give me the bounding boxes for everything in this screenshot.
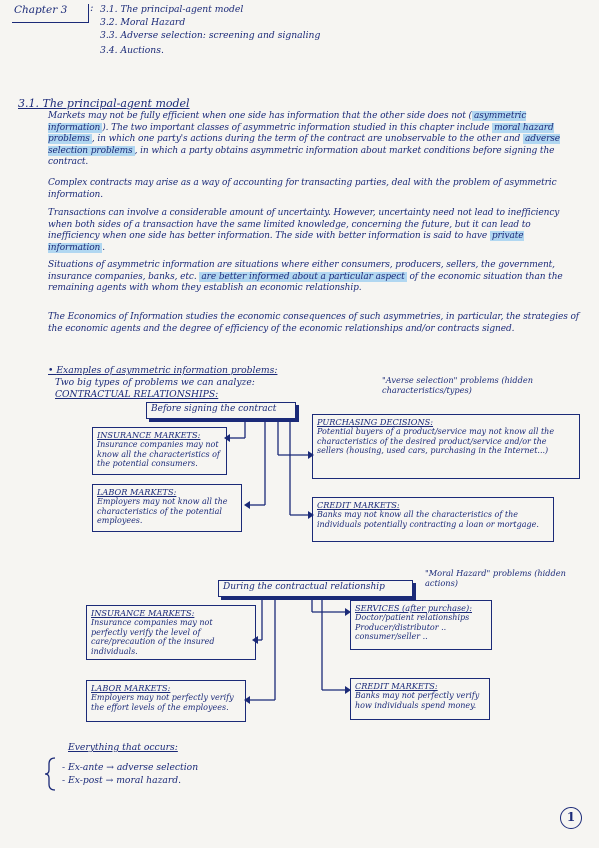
before-credit-title: CREDIT MARKETS: bbox=[317, 500, 400, 510]
examples-title: • Examples of asymmetric information problems: bbox=[48, 365, 278, 376]
p3-period: . bbox=[102, 242, 106, 253]
paragraph-4 bbox=[48, 260, 580, 295]
p3-part-a: Transactions can involve a considerable amount of uncertainty. However, uncertainty need not lead to inefficiency when both sides of a transaction have the same limited knowledge, concerning the future, but it can lead to inefficiency when one side has better information. The side with better information is said to have bbox=[48, 208, 560, 242]
toc-item-4: 3.4. Auctions. bbox=[100, 45, 164, 56]
summary-item-2: - Ex-post → moral hazard. bbox=[62, 775, 182, 786]
examples-title-text: Examples of asymmetric information problems: bbox=[56, 365, 278, 376]
chapter-label: Chapter 3 bbox=[14, 4, 68, 16]
before-credit-body: Banks may not know all the characteristics of the individuals potentially contracting a loan or mortgage. bbox=[317, 510, 539, 529]
during-insurance-body: Insurance companies may not perfectly verify the level of care/precaution of the insured individuals. bbox=[91, 618, 215, 656]
p1-part-a: Markets may not be fully efficient when one side has information that the other side does not ( bbox=[48, 111, 472, 121]
before-labor-box bbox=[92, 484, 242, 532]
highlight-better-informed: are better informed about a particular aspect bbox=[201, 271, 405, 282]
before-signing-box bbox=[146, 402, 296, 419]
summary-title: Everything that occurs: bbox=[68, 742, 178, 753]
summary-item-1: - Ex-ante → adverse selection bbox=[62, 762, 199, 773]
during-credit-body: Banks may not perfectly verify how individuals spend money. bbox=[355, 691, 480, 710]
before-purchasing-box bbox=[312, 414, 580, 479]
during-relationship-box bbox=[218, 580, 413, 597]
moral-hazard-note: "Moral Hazard" problems (hidden actions) bbox=[425, 568, 566, 588]
highlight-adverse-selection: adverse selection problems bbox=[48, 134, 561, 156]
during-insurance-box bbox=[86, 605, 256, 660]
highlight-moral-hazard: moral hazard problems bbox=[48, 122, 554, 145]
toc-item-3: 3.3. Adverse selection: screening and signaling bbox=[100, 30, 321, 41]
adverse-selection-note: "Averse selection" problems (hidden characteristics/types) bbox=[382, 375, 534, 395]
p1-part-c: , in which one party's actions during the term of the contract are unobservable to the other and bbox=[91, 134, 523, 145]
paragraph-3 bbox=[48, 208, 580, 254]
toc-item-2: 3.2. Moral Hazard bbox=[100, 17, 186, 28]
during-services-body: Doctor/patient relationships Producer/distributor .. consumer/seller .. bbox=[355, 613, 470, 642]
paragraph-5: The Economics of Information studies the economic consequences of such asymmetries, in particular, the strategies of the economic agents and the degree of efficiency of the economic relationships and/or contracts signed. bbox=[48, 312, 580, 334]
before-insurance-title: INSURANCE MARKETS: bbox=[97, 430, 201, 440]
page-number: 1 bbox=[560, 807, 582, 829]
before-signing-label: Before signing the contract bbox=[151, 404, 277, 414]
p4-part-b: of the economic situation than the remaining agents with whom they establish an economic relationship. bbox=[48, 271, 563, 294]
during-relationship-label: During the contractual relationship bbox=[223, 582, 385, 592]
examples-intro-1: Two big types of problems we can analyze: bbox=[55, 377, 255, 388]
before-purchasing-title: PURCHASING DECISIONS: bbox=[317, 417, 434, 427]
before-purchasing-body: Potential buyers of a product/service may not know all the characteristics of the desired product/service and/or the sellers (housing, used cars, purchasing in the Internet...) bbox=[317, 427, 555, 456]
during-services-title: SERVICES (after purchase): bbox=[355, 603, 472, 613]
toc-colon: : bbox=[90, 2, 94, 14]
highlight-private-information: private information bbox=[48, 231, 524, 253]
during-labor-box bbox=[86, 680, 246, 722]
before-credit-box bbox=[312, 497, 554, 542]
during-labor-title: LABOR MARKETS: bbox=[91, 683, 171, 693]
before-insurance-box bbox=[92, 427, 227, 475]
during-services-box bbox=[350, 600, 492, 650]
section-heading: 3.1. The principal-agent model bbox=[18, 97, 190, 110]
p1-part-b: ). The two important classes of asymmetric information studied in this chapter include bbox=[102, 122, 493, 133]
paragraph-1 bbox=[48, 111, 580, 169]
during-labor-body: Employers may not perfectly verify the effort levels of the employees. bbox=[91, 693, 234, 712]
before-labor-body: Employers may not know all the characteristics of the potential employees. bbox=[97, 497, 228, 526]
during-insurance-title: INSURANCE MARKETS: bbox=[91, 608, 195, 618]
during-credit-title: CREDIT MARKETS: bbox=[355, 681, 438, 691]
p1-part-d: , in which a party obtains asymmetric information about market conditions before signing the contract. bbox=[48, 145, 555, 168]
before-insurance-body: Insurance companies may not know all the characteristics of the potential consumers. bbox=[97, 440, 220, 469]
p4-part-a: Situations of asymmetric information are situations where either consumers, producers, sellers, the government, insurance companies, banks, etc. bbox=[48, 260, 555, 282]
toc-item-1: 3.1. The principal-agent model bbox=[100, 4, 244, 15]
paragraph-2: Complex contracts may arise as a way of accounting for transacting parties, deal with the problem of asymmetric information. bbox=[48, 178, 557, 200]
before-labor-title: LABOR MARKETS: bbox=[97, 487, 177, 497]
highlight-asymmetric-information: asymmetric information bbox=[48, 111, 527, 133]
during-credit-box bbox=[350, 678, 490, 720]
examples-intro-2: CONTRACTUAL RELATIONSHIPS: bbox=[55, 389, 219, 400]
